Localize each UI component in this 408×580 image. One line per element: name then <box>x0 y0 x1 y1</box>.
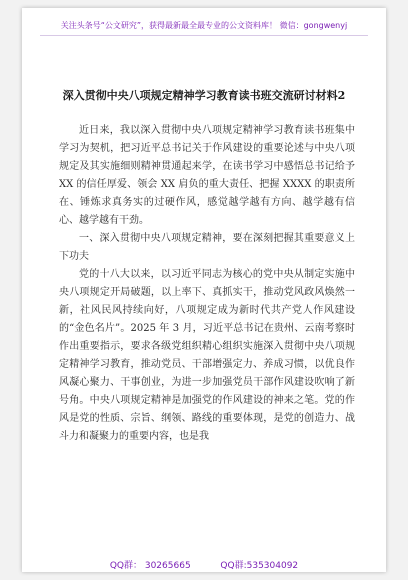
footer-contacts <box>22 558 386 571</box>
document-title: 深入贯彻中央八项规定精神学习教育读书班交流研讨材料2 <box>62 89 346 102</box>
section-heading-1: 一、深入贯彻中央八项规定精神，要在深刻把握其重要意义上下功夫 <box>59 233 355 262</box>
document-body <box>59 122 355 446</box>
footer-qq-group-2: QQ群:535304092 <box>220 561 299 571</box>
header-divider <box>40 35 368 36</box>
document-page <box>22 8 386 572</box>
paragraph-intro: 近日来，我以深入贯彻中央八项规定精神学习教育读书班集中学习为契机，把习近平总书记关于作风建设的重要论述与中央八项规定及其实施细则精神贯通起来学，在读书学习中感悟总书记给予 XX 的信任厚爱、领会 XX 肩负的重大责任、把握 XXXX 的职责所在、锤炼求真务实的过硬作风，感觉越学越有方向、越学越有信心、越学越有干劲。 <box>59 125 355 226</box>
promo-banner: 关注头条号“公文研究”，获得最新最全最专业的公文资料库！ 微信：gongwenyj <box>60 21 348 30</box>
paragraph-section-1: 党的十八大以来，以习近平同志为核心的党中央从制定实施中央八项规定开局破题，以上率下、真抓实干，推动党风政风焕然一新，社风民风持续向好，八项规定成为新时代共产党人作风建设的“金色名片”。2025 年 3 月，习近平总书记在贵州、云南考察时作出重要指示，要求各级党组织精心组织实施深入贯彻中央八项规定精神学习教育，推动党员、干部增强定力、养成习惯，以优良作风凝心聚力、干事创业，为进一步加强党员干部作风建设吹响了新号角。中央八项规定精神是加强党的作风建设的神来之笔。党的作风是党的性质、宗旨、纲领、路线的重要体现，是党的创造力、战斗力和凝聚力的重要内容，也是我 <box>59 269 355 442</box>
footer-qq-group-1: QQ群： 30265665 <box>109 561 191 571</box>
